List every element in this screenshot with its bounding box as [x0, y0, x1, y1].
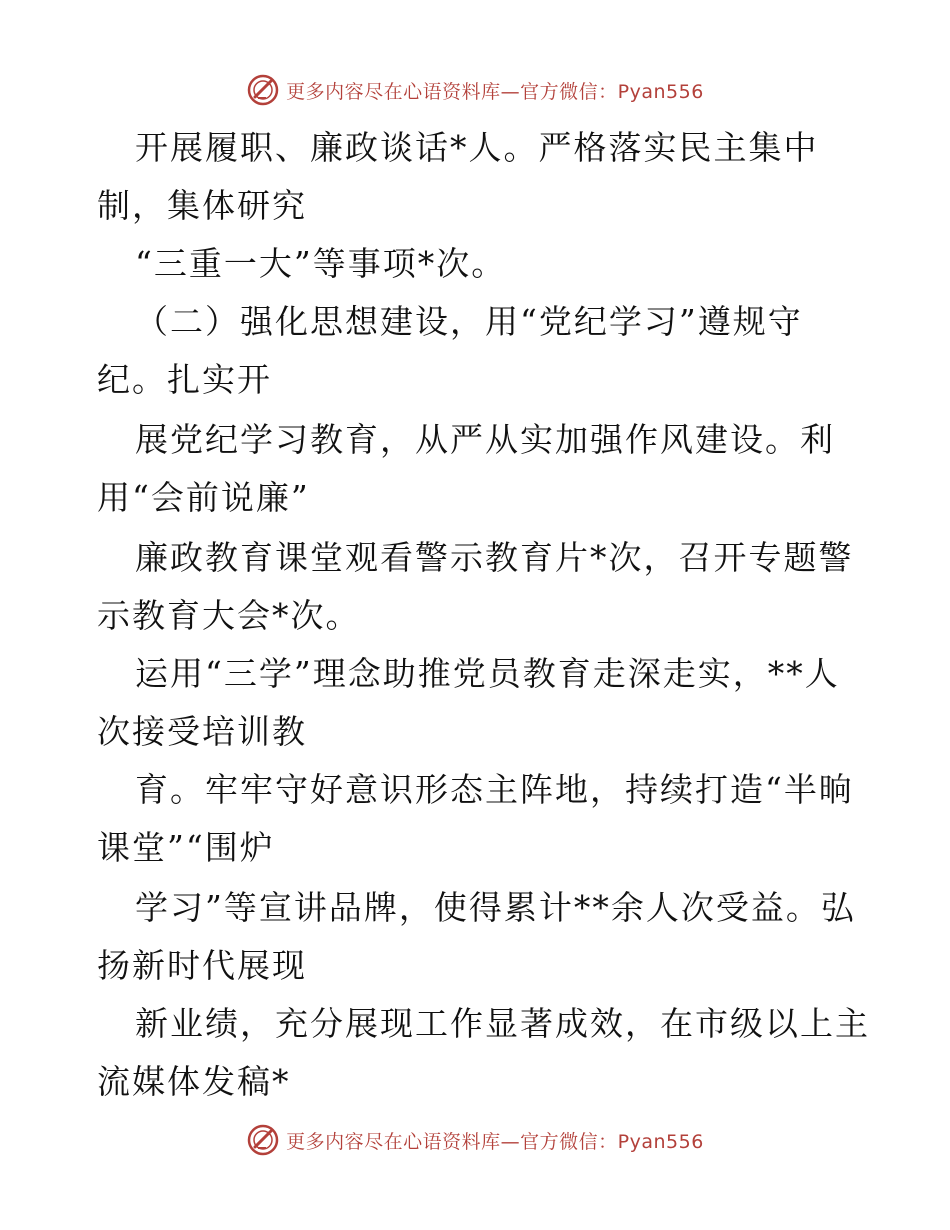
red-seal-logo-icon — [246, 1123, 280, 1157]
footer-banner-text: 更多内容尽在心语资料库—官方微信：Pyan556 — [286, 1130, 704, 1153]
body-line: 廉政教育课堂观看警示教育片*次，召开专题警 — [135, 538, 854, 577]
body-line: 扬新时代展现 — [97, 946, 307, 985]
body-line: 新业绩，充分展现工作显著成效，在市级以上主 — [135, 1004, 870, 1043]
body-line: 课堂”“围炉 — [97, 828, 275, 867]
body-line: “三重一大”等事项*次。 — [135, 244, 507, 283]
body-line: 流媒体发稿* — [97, 1062, 291, 1101]
body-line: 运用“三学”理念助推党员教育走深走实，**人 — [135, 654, 840, 693]
body-line: 示教育大会*次。 — [97, 596, 361, 635]
body-line: 用“会前说廉” — [97, 478, 310, 517]
footer-banner — [0, 1120, 950, 1160]
red-seal-logo-icon — [246, 73, 280, 107]
body-line: 制，集体研究 — [97, 186, 307, 225]
body-line: 纪。扎实开 — [97, 360, 272, 399]
header-banner — [0, 70, 950, 110]
body-line: 次接受培训教 — [97, 712, 307, 751]
header-banner-text: 更多内容尽在心语资料库—官方微信：Pyan556 — [286, 80, 704, 103]
body-line: 展党纪学习教育，从严从实加强作风建设。利 — [135, 420, 835, 459]
body-line: 育。牢牢守好意识形态主阵地，持续打造“半晌 — [135, 770, 854, 809]
body-line: 学习”等宣讲品牌，使得累计**余人次受益。弘 — [135, 888, 856, 927]
body-line: （二）强化思想建设，用“党纪学习”遵规守 — [135, 302, 803, 341]
body-line: 开展履职、廉政谈话*人。严格落实民主集中 — [135, 128, 819, 167]
